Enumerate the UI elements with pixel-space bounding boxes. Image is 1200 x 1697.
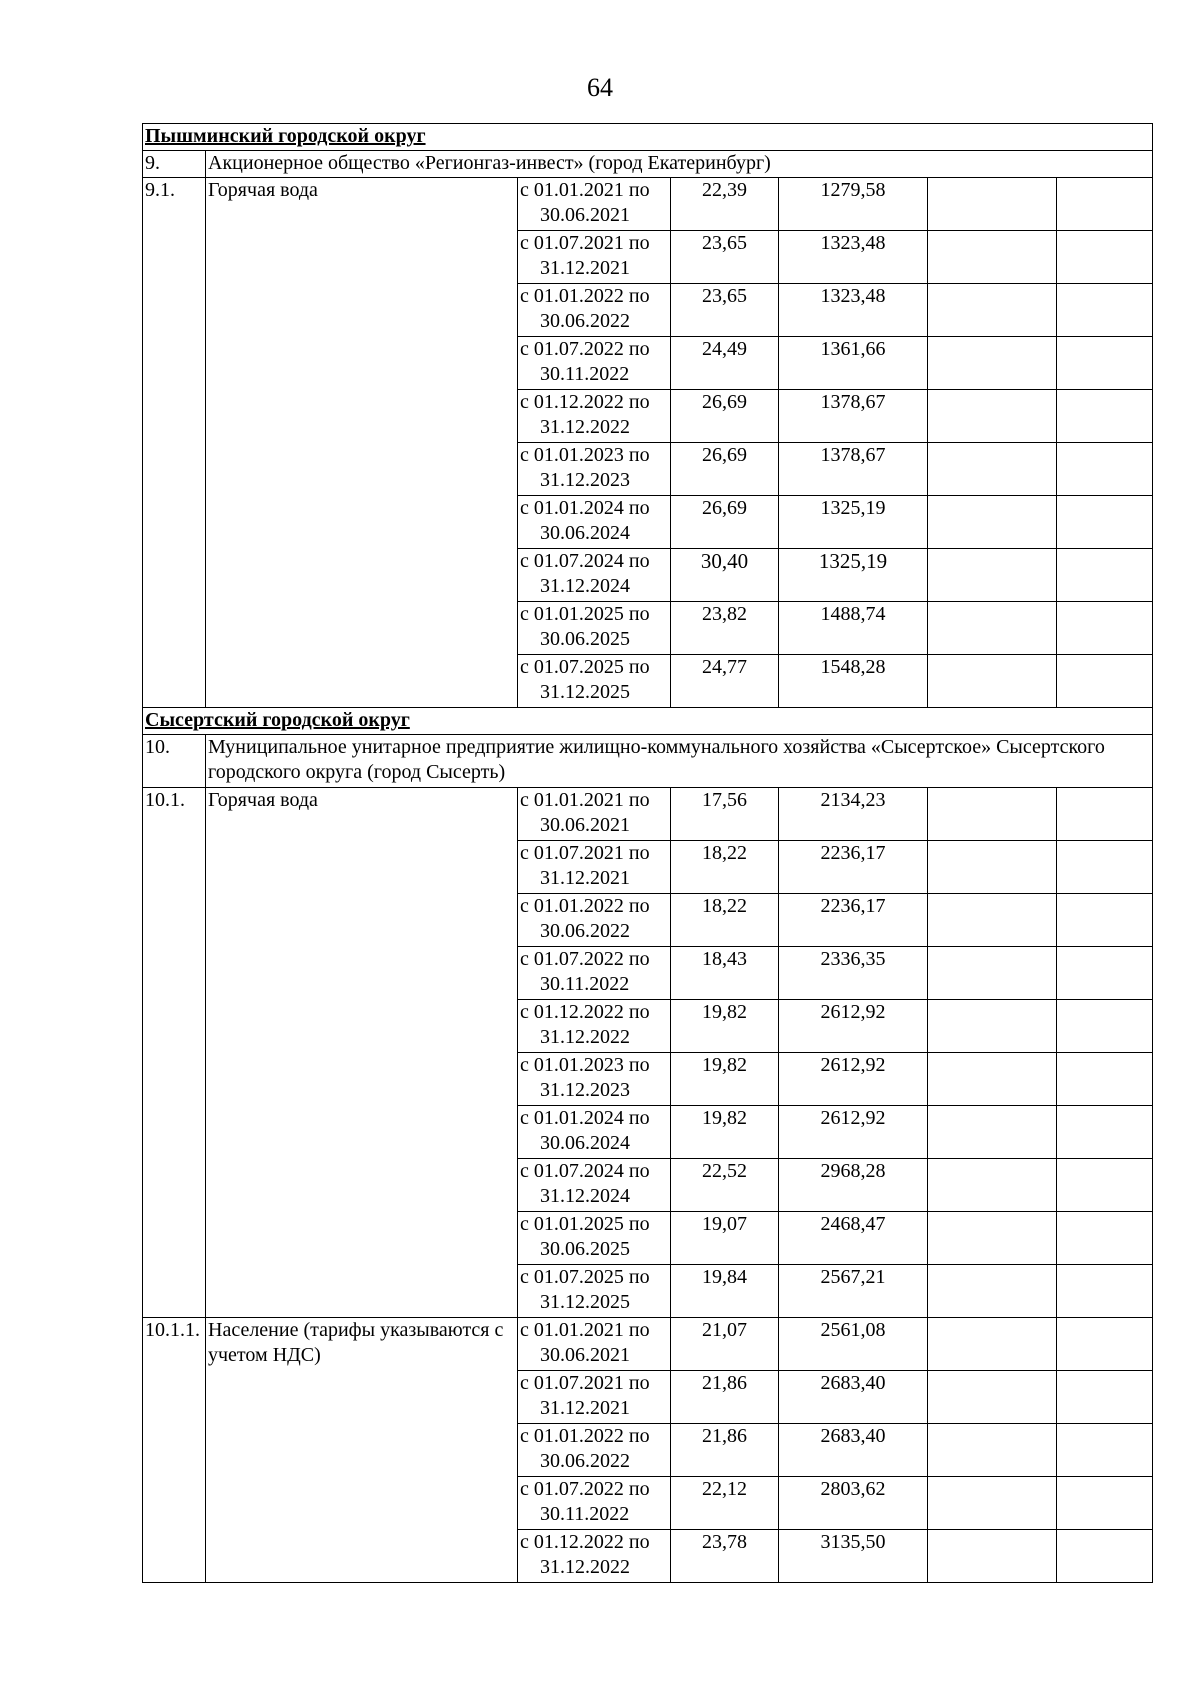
tariff-table bbox=[142, 123, 1153, 1583]
period-to: 31.12.2023 bbox=[540, 469, 630, 491]
tariff-group-number: 9.1. bbox=[143, 178, 206, 708]
period-to: 30.11.2022 bbox=[540, 973, 630, 995]
tariff-value-2: 2612,92 bbox=[779, 1053, 928, 1106]
empty-cell bbox=[928, 1371, 1057, 1424]
empty-cell bbox=[928, 178, 1057, 231]
tariff-value-1: 19,82 bbox=[671, 1106, 779, 1159]
empty-cell bbox=[1057, 549, 1153, 602]
empty-cell bbox=[1057, 1212, 1153, 1265]
tariff-group-number: 10.1.1. bbox=[143, 1318, 206, 1583]
empty-cell bbox=[1057, 1477, 1153, 1530]
tariff-value-1: 18,22 bbox=[671, 894, 779, 947]
district-name: Сысертский городской округ bbox=[143, 708, 1153, 735]
organization-row bbox=[143, 735, 1153, 788]
period-from: с 01.01.2024 по bbox=[520, 1107, 650, 1129]
period-to: 31.12.2025 bbox=[540, 681, 630, 703]
period-to: 31.12.2021 bbox=[540, 257, 630, 279]
organization-name: Акционерное общество «Регионгаз-инвест» (город Екатеринбург) bbox=[206, 151, 1153, 178]
empty-cell bbox=[928, 602, 1057, 655]
empty-cell bbox=[928, 443, 1057, 496]
tariff-group-name: Горячая вода bbox=[206, 788, 518, 1318]
tariff-value-2: 2567,21 bbox=[779, 1265, 928, 1318]
tariff-value-1: 30,40 bbox=[671, 549, 779, 602]
period-cell bbox=[518, 178, 671, 231]
tariff-value-2: 2134,23 bbox=[779, 788, 928, 841]
empty-cell bbox=[1057, 443, 1153, 496]
period-to: 30.06.2021 bbox=[540, 204, 630, 226]
period-to: 30.06.2021 bbox=[540, 1344, 630, 1366]
period-from: с 01.01.2022 по bbox=[520, 895, 650, 917]
tariff-value-1: 23,82 bbox=[671, 602, 779, 655]
period-from: с 01.07.2024 по bbox=[520, 550, 650, 572]
period-to: 30.06.2025 bbox=[540, 1238, 630, 1260]
empty-cell bbox=[1057, 947, 1153, 1000]
period-cell bbox=[518, 337, 671, 390]
period-from: с 01.01.2024 по bbox=[520, 497, 650, 519]
empty-cell bbox=[1057, 496, 1153, 549]
period-to: 31.12.2023 bbox=[540, 1079, 630, 1101]
tariff-value-2: 2612,92 bbox=[779, 1000, 928, 1053]
period-to: 30.11.2022 bbox=[540, 363, 630, 385]
period-to: 31.12.2024 bbox=[540, 1185, 630, 1207]
tariff-group-name: Горячая вода bbox=[206, 178, 518, 708]
period-from: с 01.01.2023 по bbox=[520, 444, 650, 466]
empty-cell bbox=[928, 894, 1057, 947]
tariff-value-1: 26,69 bbox=[671, 390, 779, 443]
tariff-value-1: 22,39 bbox=[671, 178, 779, 231]
period-cell bbox=[518, 655, 671, 708]
tariff-table-body bbox=[143, 124, 1153, 1583]
empty-cell bbox=[928, 1053, 1057, 1106]
tariff-group-number: 10.1. bbox=[143, 788, 206, 1318]
empty-cell bbox=[1057, 1053, 1153, 1106]
period-cell bbox=[518, 894, 671, 947]
empty-cell bbox=[1057, 1159, 1153, 1212]
empty-cell bbox=[1057, 1106, 1153, 1159]
period-from: с 01.07.2022 по bbox=[520, 338, 650, 360]
period-cell bbox=[518, 1371, 671, 1424]
tariff-value-2: 2612,92 bbox=[779, 1106, 928, 1159]
period-to: 31.12.2022 bbox=[540, 416, 630, 438]
organization-number: 9. bbox=[143, 151, 206, 178]
empty-cell bbox=[928, 496, 1057, 549]
period-cell bbox=[518, 1318, 671, 1371]
tariff-value-1: 18,22 bbox=[671, 841, 779, 894]
period-from: с 01.07.2025 по bbox=[520, 656, 650, 678]
tariff-value-1: 18,43 bbox=[671, 947, 779, 1000]
district-row bbox=[143, 708, 1153, 735]
tariff-value-1: 19,84 bbox=[671, 1265, 779, 1318]
empty-cell bbox=[1057, 841, 1153, 894]
tariff-value-2: 1323,48 bbox=[779, 231, 928, 284]
empty-cell bbox=[1057, 284, 1153, 337]
tariff-value-2: 2683,40 bbox=[779, 1371, 928, 1424]
period-to: 30.06.2024 bbox=[540, 1132, 630, 1154]
tariff-value-2: 3135,50 bbox=[779, 1530, 928, 1583]
tariff-value-2: 2236,17 bbox=[779, 894, 928, 947]
period-cell bbox=[518, 1000, 671, 1053]
period-cell bbox=[518, 1265, 671, 1318]
period-from: с 01.07.2021 по bbox=[520, 1372, 650, 1394]
period-from: с 01.12.2022 по bbox=[520, 391, 650, 413]
empty-cell bbox=[928, 390, 1057, 443]
district-name: Пышминский городской округ bbox=[143, 124, 1153, 151]
period-from: с 01.01.2023 по bbox=[520, 1054, 650, 1076]
period-cell bbox=[518, 1424, 671, 1477]
tariff-value-2: 1325,19 bbox=[779, 549, 928, 602]
tariff-value-1: 17,56 bbox=[671, 788, 779, 841]
period-from: с 01.12.2022 по bbox=[520, 1001, 650, 1023]
period-from: с 01.07.2025 по bbox=[520, 1266, 650, 1288]
empty-cell bbox=[1057, 1424, 1153, 1477]
tariff-value-2: 1361,66 bbox=[779, 337, 928, 390]
organization-number: 10. bbox=[143, 735, 206, 788]
period-from: с 01.07.2022 по bbox=[520, 1478, 650, 1500]
tariff-value-2: 1378,67 bbox=[779, 443, 928, 496]
tariff-value-2: 2236,17 bbox=[779, 841, 928, 894]
tariff-row bbox=[143, 788, 1153, 841]
tariff-row bbox=[143, 178, 1153, 231]
empty-cell bbox=[928, 1106, 1057, 1159]
period-from: с 01.07.2021 по bbox=[520, 232, 650, 254]
period-cell bbox=[518, 788, 671, 841]
period-from: с 01.07.2021 по bbox=[520, 842, 650, 864]
period-from: с 01.01.2021 по bbox=[520, 179, 650, 201]
empty-cell bbox=[1057, 1371, 1153, 1424]
period-cell bbox=[518, 1106, 671, 1159]
tariff-value-2: 1323,48 bbox=[779, 284, 928, 337]
empty-cell bbox=[1057, 178, 1153, 231]
period-to: 30.06.2022 bbox=[540, 310, 630, 332]
tariff-value-1: 23,65 bbox=[671, 231, 779, 284]
tariff-value-1: 23,65 bbox=[671, 284, 779, 337]
tariff-value-1: 19,82 bbox=[671, 1000, 779, 1053]
tariff-value-2: 2968,28 bbox=[779, 1159, 928, 1212]
period-cell bbox=[518, 1159, 671, 1212]
period-cell bbox=[518, 549, 671, 602]
empty-cell bbox=[928, 947, 1057, 1000]
empty-cell bbox=[928, 231, 1057, 284]
empty-cell bbox=[928, 841, 1057, 894]
tariff-value-1: 24,77 bbox=[671, 655, 779, 708]
period-to: 31.12.2022 bbox=[540, 1026, 630, 1048]
tariff-value-1: 26,69 bbox=[671, 443, 779, 496]
empty-cell bbox=[1057, 1318, 1153, 1371]
empty-cell bbox=[928, 788, 1057, 841]
period-to: 30.11.2022 bbox=[540, 1503, 630, 1525]
period-cell bbox=[518, 231, 671, 284]
period-from: с 01.01.2022 по bbox=[520, 1425, 650, 1447]
tariff-value-1: 21,07 bbox=[671, 1318, 779, 1371]
period-cell bbox=[518, 1053, 671, 1106]
tariff-row bbox=[143, 1318, 1153, 1371]
period-to: 31.12.2022 bbox=[540, 1556, 630, 1578]
tariff-value-2: 1548,28 bbox=[779, 655, 928, 708]
organization-name: Муниципальное унитарное предприятие жилищно-коммунального хозяйства «Сысертское» Сысертского городского округа (город Сысерть) bbox=[206, 735, 1153, 788]
tariff-value-1: 19,82 bbox=[671, 1053, 779, 1106]
period-to: 30.06.2024 bbox=[540, 522, 630, 544]
period-cell bbox=[518, 841, 671, 894]
empty-cell bbox=[928, 1159, 1057, 1212]
tariff-value-2: 1325,19 bbox=[779, 496, 928, 549]
page-number: 64 bbox=[587, 73, 613, 102]
empty-cell bbox=[1057, 655, 1153, 708]
empty-cell bbox=[928, 549, 1057, 602]
empty-cell bbox=[1057, 788, 1153, 841]
tariff-value-2: 2336,35 bbox=[779, 947, 928, 1000]
empty-cell bbox=[928, 1318, 1057, 1371]
tariff-value-1: 19,07 bbox=[671, 1212, 779, 1265]
period-from: с 01.01.2025 по bbox=[520, 603, 650, 625]
period-cell bbox=[518, 1477, 671, 1530]
period-from: с 01.01.2022 по bbox=[520, 285, 650, 307]
empty-cell bbox=[1057, 337, 1153, 390]
period-cell bbox=[518, 1212, 671, 1265]
empty-cell bbox=[1057, 1000, 1153, 1053]
period-from: с 01.07.2022 по bbox=[520, 948, 650, 970]
empty-cell bbox=[928, 1000, 1057, 1053]
tariff-value-2: 1279,58 bbox=[779, 178, 928, 231]
period-cell bbox=[518, 284, 671, 337]
period-cell bbox=[518, 390, 671, 443]
empty-cell bbox=[928, 1477, 1057, 1530]
tariff-value-2: 1378,67 bbox=[779, 390, 928, 443]
tariff-value-1: 22,12 bbox=[671, 1477, 779, 1530]
empty-cell bbox=[1057, 602, 1153, 655]
empty-cell bbox=[928, 1530, 1057, 1583]
empty-cell bbox=[928, 655, 1057, 708]
empty-cell bbox=[1057, 231, 1153, 284]
empty-cell bbox=[1057, 390, 1153, 443]
tariff-value-2: 2561,08 bbox=[779, 1318, 928, 1371]
period-to: 31.12.2024 bbox=[540, 575, 630, 597]
period-cell bbox=[518, 947, 671, 1000]
period-from: с 01.07.2024 по bbox=[520, 1160, 650, 1182]
period-cell bbox=[518, 1530, 671, 1583]
period-cell bbox=[518, 496, 671, 549]
period-cell bbox=[518, 602, 671, 655]
empty-cell bbox=[928, 284, 1057, 337]
tariff-value-2: 2468,47 bbox=[779, 1212, 928, 1265]
district-row bbox=[143, 124, 1153, 151]
empty-cell bbox=[928, 337, 1057, 390]
period-to: 30.06.2022 bbox=[540, 920, 630, 942]
period-to: 30.06.2021 bbox=[540, 814, 630, 836]
period-to: 31.12.2021 bbox=[540, 867, 630, 889]
period-cell bbox=[518, 443, 671, 496]
period-to: 31.12.2021 bbox=[540, 1397, 630, 1419]
tariff-value-2: 2683,40 bbox=[779, 1424, 928, 1477]
period-to: 31.12.2025 bbox=[540, 1291, 630, 1313]
empty-cell bbox=[1057, 1530, 1153, 1583]
empty-cell bbox=[928, 1212, 1057, 1265]
tariff-value-1: 21,86 bbox=[671, 1371, 779, 1424]
period-to: 30.06.2025 bbox=[540, 628, 630, 650]
period-from: с 01.01.2021 по bbox=[520, 789, 650, 811]
tariff-value-2: 2803,62 bbox=[779, 1477, 928, 1530]
tariff-value-1: 21,86 bbox=[671, 1424, 779, 1477]
tariff-value-1: 22,52 bbox=[671, 1159, 779, 1212]
empty-cell bbox=[928, 1265, 1057, 1318]
empty-cell bbox=[1057, 894, 1153, 947]
period-from: с 01.01.2021 по bbox=[520, 1319, 650, 1341]
period-from: с 01.12.2022 по bbox=[520, 1531, 650, 1553]
empty-cell bbox=[928, 1424, 1057, 1477]
tariff-value-1: 24,49 bbox=[671, 337, 779, 390]
period-from: с 01.01.2025 по bbox=[520, 1213, 650, 1235]
organization-row bbox=[143, 151, 1153, 178]
tariff-value-1: 23,78 bbox=[671, 1530, 779, 1583]
empty-cell bbox=[1057, 1265, 1153, 1318]
tariff-value-1: 26,69 bbox=[671, 496, 779, 549]
tariff-group-name: Население (тарифы указываются с учетом НДС) bbox=[206, 1318, 518, 1583]
period-to: 30.06.2022 bbox=[540, 1450, 630, 1472]
tariff-value-2: 1488,74 bbox=[779, 602, 928, 655]
